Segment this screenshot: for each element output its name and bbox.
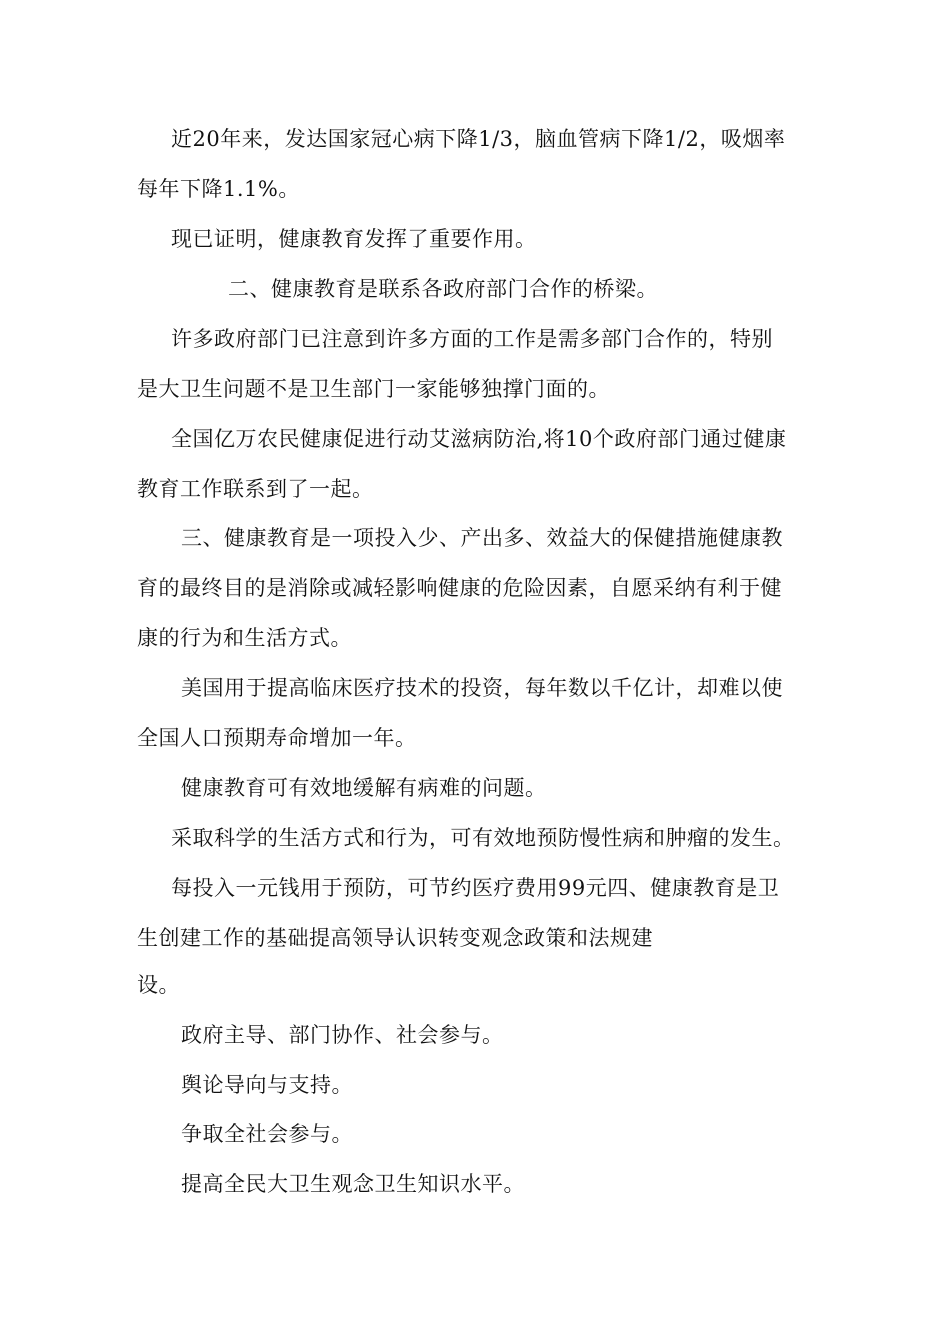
paragraph-line: 康的行为和生活方式。 — [137, 626, 352, 650]
list-item: 争取全社会参与。 — [181, 1122, 353, 1146]
paragraph-line: 全国亿万农民健康促进行动艾滋病防治,将10个政府部门通过健康 — [171, 427, 787, 451]
section-heading: 二、健康教育是联系各政府部门合作的桥梁。 — [228, 277, 658, 301]
section-heading: 三、健康教育是一项投入少、产出多、效益大的保健措施健康教 — [181, 526, 783, 550]
paragraph-line: 健康教育可有效地缓解有病难的问题。 — [181, 776, 547, 800]
paragraph-line: 许多政府部门已注意到许多方面的工作是需多部门合作的，特别 — [171, 327, 773, 351]
paragraph-line: 生创建工作的基础提高领导认识转变观念政策和法规建 — [137, 926, 653, 950]
paragraph-line: 教育工作联系到了一起。 — [137, 477, 374, 501]
paragraph-line: 全国人口预期寿命增加一年。 — [137, 726, 417, 750]
paragraph-line: 每年下降1.1%。 — [137, 177, 300, 201]
paragraph-line: 设。 — [137, 973, 180, 997]
paragraph-line: 近20年来，发达国家冠心病下降1/3，脑血管病下降1/2，吸烟率 — [171, 127, 786, 151]
list-item: 政府主导、部门协作、社会参与。 — [181, 1023, 504, 1047]
paragraph-line: 采取科学的生活方式和行为，可有效地预防慢性病和肿瘤的发生。 — [171, 826, 795, 850]
paragraph-line: 是大卫生问题不是卫生部门一家能够独撑门面的。 — [137, 377, 610, 401]
paragraph-line: 每投入一元钱用于预防，可节约医疗费用99元四、健康教育是卫 — [171, 876, 780, 900]
list-item: 提高全民大卫生观念卫生知识水平。 — [181, 1172, 525, 1196]
list-item: 舆论导向与支持。 — [181, 1073, 353, 1097]
paragraph-line: 美国用于提高临床医疗技术的投资，每年数以千亿计，却难以使 — [181, 676, 783, 700]
paragraph-line: 育的最终目的是消除或减轻影响健康的危险因素，自愿采纳有利于健 — [137, 576, 782, 600]
paragraph-line: 现已证明，健康教育发挥了重要作用。 — [171, 227, 537, 251]
